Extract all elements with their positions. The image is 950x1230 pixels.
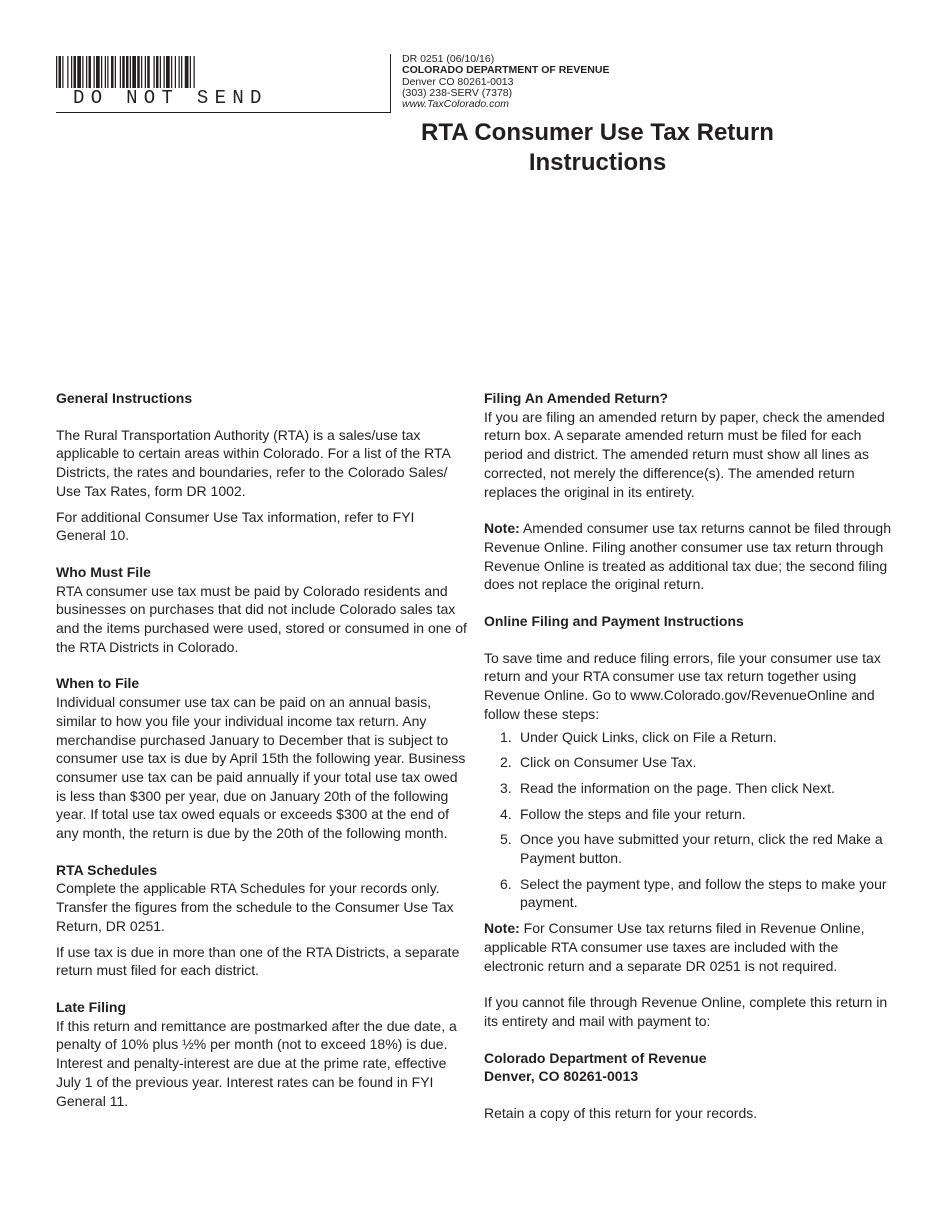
general-instructions-paragraph-2: For additional Consumer Use Tax information, refer to FYI General 10. bbox=[56, 508, 415, 544]
step-text: Click on Consumer Use Tax. bbox=[520, 754, 697, 771]
step-text: Read the information on the page. Then click Next. bbox=[520, 779, 835, 796]
agency-block bbox=[402, 54, 609, 110]
amended-note-text: Amended consumer use tax returns cannot be filed through Revenue Online. Filing another consumer use tax return through Revenue Online is treated as additional tax due; the second filing does not replace the original return. bbox=[484, 520, 892, 593]
mailing-address-line-1: Colorado Department of Revenue bbox=[484, 1049, 707, 1066]
revenue-online-note bbox=[484, 919, 894, 975]
late-filing-heading: Late Filing bbox=[56, 998, 126, 1015]
step-number: 2. bbox=[500, 754, 512, 771]
general-instructions-heading: General Instructions bbox=[56, 390, 193, 406]
online-filing-heading: Online Filing and Payment Instructions bbox=[484, 613, 744, 630]
step-text: Select the payment type, and follow the steps to make your payment. bbox=[520, 875, 887, 911]
rta-schedules-paragraph-1: Complete the applicable RTA Schedules for your records only. Transfer the figures from the schedule to the Consumer Use Tax Return, DR 0251. bbox=[56, 880, 454, 934]
barcode-caption: DO NOT SEND bbox=[73, 87, 268, 109]
step-number: 5. bbox=[500, 831, 512, 848]
late-filing-text: If this return and remittance are postmarked after the due date, a penalty of 10% plus ½% per month (not to exceed 18%) is due. Interest and penalty-interest are due at the prime rate, effective July 1 of the previous year. Interest rates can be found in FYI General 11. bbox=[56, 1017, 457, 1109]
step-text: Under Quick Links, click on File a Return. bbox=[520, 728, 777, 745]
header-vertical-divider bbox=[390, 54, 391, 112]
header-divider bbox=[56, 112, 391, 113]
who-must-file-text: RTA consumer use tax must be paid by Colorado residents and businesses on purchases that did not include Colorado sales tax and the items purchased were used, stored or consumed in one of the RTA Districts in Colorado. bbox=[56, 582, 467, 655]
title-line-1: RTA Consumer Use Tax Return bbox=[421, 119, 774, 146]
retain-copy-text: Retain a copy of this return for your records. bbox=[484, 1105, 758, 1122]
step-item bbox=[484, 875, 894, 912]
form-id: DR 0251 (06/10/16) bbox=[402, 53, 495, 65]
step-number: 4. bbox=[500, 805, 512, 822]
online-filing-intro: To save time and reduce filing errors, file your consumer use tax return and your RTA consumer use tax return together using Revenue Online. Go to www.Colorado.gov/RevenueOnline and follow these steps: bbox=[484, 649, 881, 722]
online-filing-steps bbox=[484, 728, 894, 913]
cannot-file-online-text: If you cannot file through Revenue Online, complete this return in its entirety and mail with payment to: bbox=[484, 994, 888, 1029]
revenue-online-note-text: For Consumer Use tax returns filed in Revenue Online, applicable RTA consumer use taxes are included with the electronic return and a separate DR 0251 is not required. bbox=[484, 920, 865, 974]
step-item bbox=[484, 779, 894, 798]
rta-schedules-paragraph-2: If use tax is due in more than one of the RTA Districts, a separate return must filed for each district. bbox=[56, 943, 460, 979]
note-label: Note: bbox=[484, 520, 520, 537]
agency-address: Denver CO 80261-0013 bbox=[402, 75, 514, 88]
step-item bbox=[484, 805, 894, 824]
step-number: 1. bbox=[500, 728, 512, 745]
amended-note bbox=[484, 519, 894, 594]
amended-return-heading: Filing An Amended Return? bbox=[484, 390, 669, 406]
note-label: Note: bbox=[484, 920, 520, 937]
right-column bbox=[484, 389, 894, 1123]
mailing-address-line-2: Denver, CO 80261-0013 bbox=[484, 1068, 639, 1085]
left-column bbox=[56, 389, 468, 1110]
title-line-2: Instructions bbox=[528, 149, 667, 176]
barcode-block bbox=[56, 56, 276, 108]
step-number: 6. bbox=[500, 875, 512, 892]
who-must-file-heading: Who Must File bbox=[56, 563, 151, 580]
agency-name: COLORADO DEPARTMENT OF REVENUE bbox=[402, 64, 610, 77]
rta-schedules-heading: RTA Schedules bbox=[56, 861, 158, 878]
general-instructions-paragraph-1: The Rural Transportation Authority (RTA) is a sales/use tax applicable to certain areas within Colorado. For a list of the RTA Districts, the rates and boundaries, refer to the Colorado Sales/ Use Tax Rates, form DR 1002. bbox=[56, 426, 451, 499]
step-item bbox=[484, 830, 894, 867]
step-number: 3. bbox=[500, 779, 512, 796]
step-text: Follow the steps and file your return. bbox=[520, 805, 746, 822]
step-text: Once you have submitted your return, click the red Make a Payment button. bbox=[520, 831, 883, 867]
amended-return-text: If you are filing an amended return by paper, check the amended return box. A separate amended return must be filed for each period and district. The amended return must show all lines as corrected, not merely the difference(s). The amended return replaces the original in its entirety. bbox=[484, 408, 885, 500]
when-to-file-text: Individual consumer use tax can be paid on an annual basis, similar to how you file your individual income tax return. Any merchandise purchased January to December that is subject to consumer use tax is due by April 15th the following year. Business consumer use tax can be paid annually if your total use tax owed is less than $300 per year, due on January 20th of the following year. If total use tax owed equals or exceeds $300 at the end of any month, the return is due by the 20th of the following month. bbox=[56, 694, 466, 842]
agency-website: www.TaxColorado.com bbox=[402, 98, 509, 111]
when-to-file-heading: When to File bbox=[56, 675, 140, 692]
step-item bbox=[484, 728, 894, 747]
step-item bbox=[484, 753, 894, 772]
barcode-image bbox=[56, 56, 276, 88]
agency-phone: (303) 238-SERV (7378) bbox=[402, 86, 513, 99]
page-title bbox=[395, 118, 800, 178]
